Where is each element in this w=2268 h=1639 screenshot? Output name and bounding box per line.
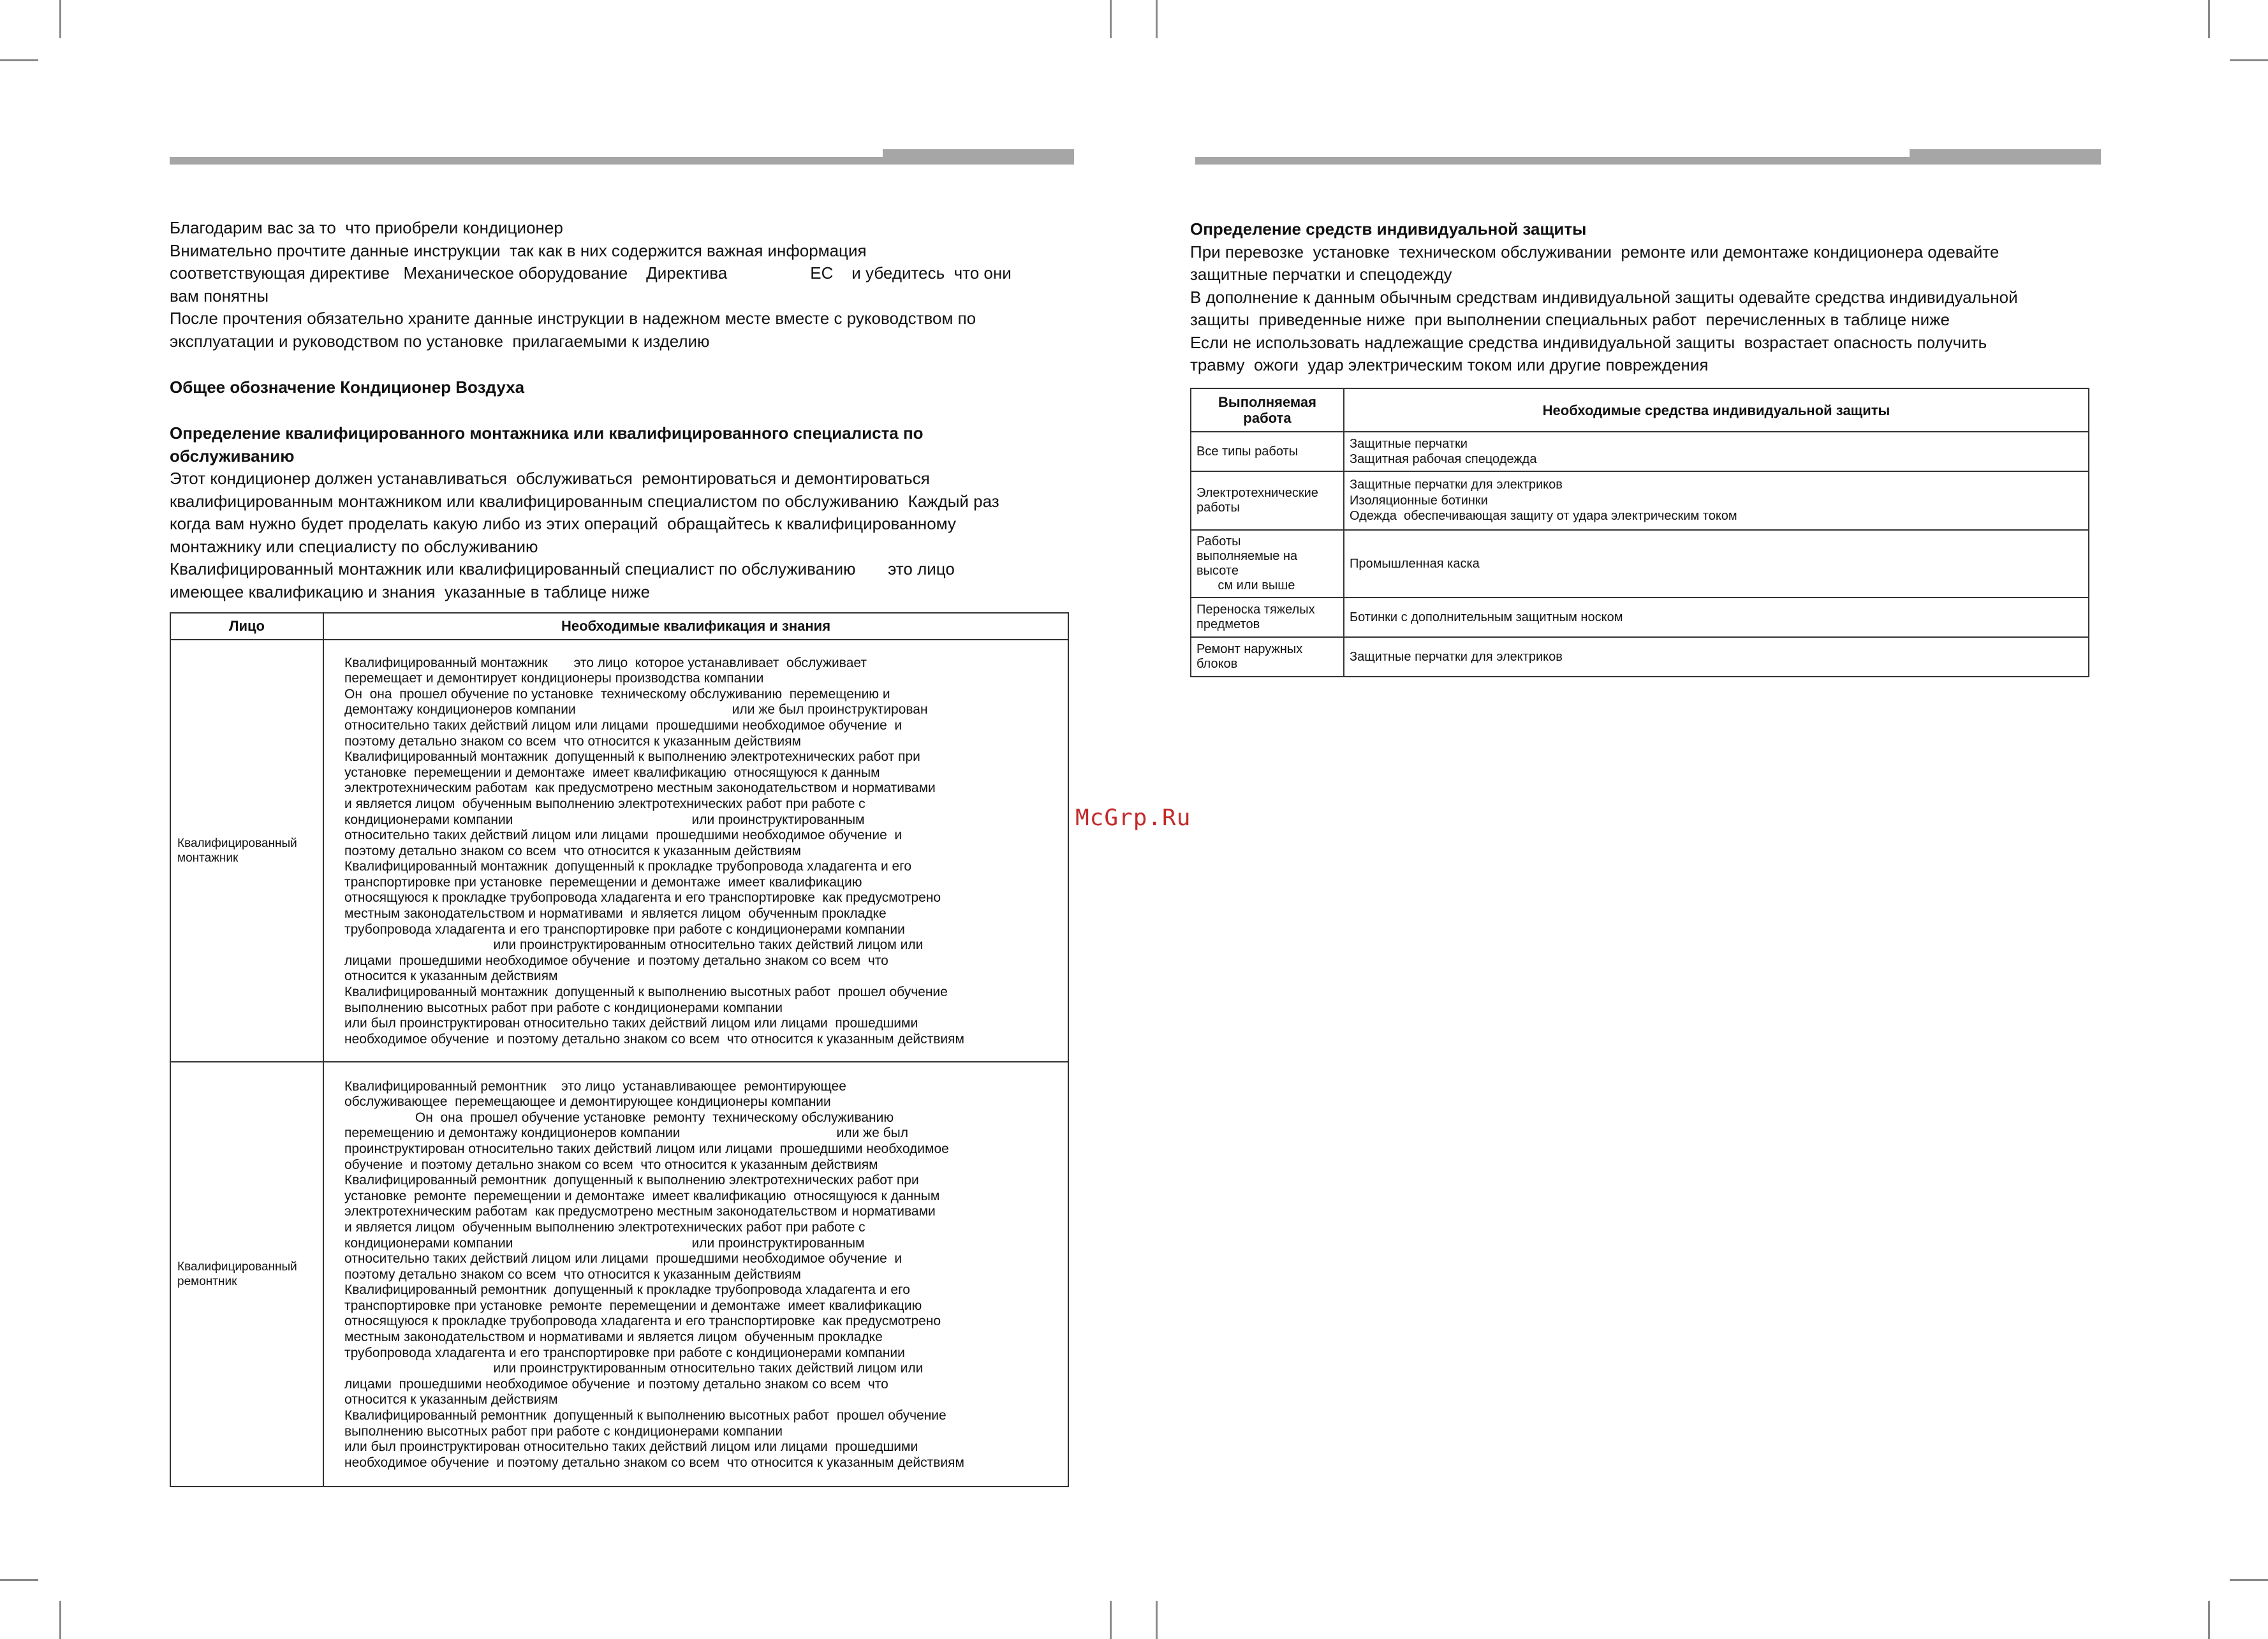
header-band-tab: [1910, 149, 2101, 157]
intro-line: вам понятны: [170, 286, 269, 305]
person-cell: Квалифицированный монтажник: [170, 640, 323, 1062]
ppe-section: [1190, 218, 2096, 377]
ppe-line: защитные перчатки и спецодежду: [1190, 265, 1452, 284]
qualification-cell: [323, 640, 1068, 1062]
qualification-table: [170, 612, 1069, 1487]
table-row: [1191, 637, 2089, 677]
qualified-heading: Определение квалифицированного монтажника или квалифицированного специалиста по: [170, 423, 924, 443]
qualified-line: квалифицированным монтажником или квалифицированным специалистом по обслуживанию Каждый раз: [170, 491, 999, 511]
crop-mark: [2208, 0, 2210, 38]
ppe-line: В дополнение к данным обычным средствам индивидуальной защиты одевайте средства индивидуальной: [1190, 287, 2018, 307]
column-header-qualification: Необходимые квалификация и знания: [323, 613, 1068, 640]
qualified-heading: обслуживанию: [170, 446, 295, 466]
ppe-line: травму ожоги удар электрическим током или другие повреждения: [1190, 355, 1709, 374]
qualified-line: имеющее квалификацию и знания указанные в таблице ниже: [170, 582, 651, 601]
qualified-line: Квалифицированный монтажник или квалифицированный специалист по обслуживанию это лицо: [170, 559, 955, 578]
table-row: [170, 640, 1068, 1062]
crop-mark: [1110, 1601, 1112, 1639]
table-row: [1191, 598, 2089, 637]
header-band-tab: [883, 149, 1074, 157]
column-header-person: Лицо: [170, 613, 323, 640]
crop-mark: [1110, 0, 1112, 38]
equipment-cell: Промышленная каска: [1344, 530, 2089, 598]
crop-mark: [1156, 0, 1158, 38]
crop-mark: [2230, 59, 2268, 61]
table-row: [1191, 530, 2089, 598]
header-band-right: [1195, 157, 2101, 165]
qualified-line: монтажнику или специалисту по обслуживанию: [170, 536, 538, 556]
qualification-cell: [323, 1062, 1068, 1487]
table-row: [1191, 471, 2089, 530]
table-row: [1191, 432, 2089, 471]
intro-line: Благодарим вас за то что приобрели кондиционер: [170, 218, 563, 237]
qualification-text: Квалифицированный монтажник это лицо которое устанавливает обслуживает перемещает и демонтирует кондиционеры производства компании Он она прошел обучение по установке техническому обслуживанию перемещению и демонтажу кондиционеров компании или же был проинструктирован относительно таких действий лицом или лицами прошедшими необходимое обучение и поэтому детально знаком со всем что относится к указанным действиям Квалифицированный монтажник допущенный к выполнению электротехнических работ при установке перемещении и демонтаже имеет квалификацию относящуюся к данным электротехническим работам как предусмотрено местным законодательством и нормативами и является лицом обученным выполнению электротехнических работ при работе с кондиционерами компании или проинструктированным относительно таких действий лицом или лицами прошедшими необходимое обучение и поэтому детально знаком со всем что относится к указанным действиям Квалифицированный монтажник допущенный к прокладке трубопровода хладагента и его транспортировке при установке перемещении и демонтаже имеет квалификацию относящуюся к прокладке трубопровода хладагента и его транспортировке как предусмотрено местным законодательством и нормативами и является лицом обученным прокладке трубопровода хладагента и его транспортировке при работе с кондиционерами компании или проинструктированным относительно таких действий лицом или лицами прошедшими необходимое обучение и поэтому детально знаком со всем что относится к указанным действиям Квалифицированный монтажник допущенный к выполнению высотных работ прошел обучение выполнению высотных работ при работе с кондиционерами компании или был проинструктирован относительно таких действий лицом или лицами прошедшими необходимое обучение и поэтому детально знаком со всем что относится к указанным действиям: [344, 655, 964, 1047]
crop-mark: [2208, 1601, 2210, 1639]
equipment-cell: Ботинки с дополнительным защитным носком: [1344, 598, 2089, 637]
watermark: McGrp.Ru: [1075, 805, 1191, 831]
qualification-text: Квалифицированный ремонтник это лицо устанавливающее ремонтирующее обслуживающее перемещающее и демонтирующее кондиционеры компании Он она прошел обучение установке ремонту техническому обслуживанию перемещению и демонтажу кондиционеров компании или же был проинструктирован относительно таких действий лицом или лицами прошедшими необходимое обучение и поэтому детально знаком со всем что относится к указанным действиям Квалифицированный ремонтник допущенный к выполнению электротехнических работ при установке ремонте перемещении и демонтаже имеет квалификацию относящуюся к данным электротехническим работам как предусмотрено местным законодательством и нормативами и является лицом обученным выполнению электротехнических работ при работе с кондиционерами компании или проинструктированным относительно таких действий лицом или лицами прошедшими необходимое обучение и поэтому детально знаком со всем что относится к указанным действиям Квалифицированный ремонтник допущенный к прокладке трубопровода хладагента и его транспортировке при установке ремонте перемещении и демонтаже имеет квалификацию относящуюся к прокладке трубопровода хладагента и его транспортировке как предусмотрено местным законодательством и нормативами и является лицом обученным прокладке трубопровода хладагента и его транспортировке при работе с кондиционерами компании или проинструктированным относительно таких действий лицом или лицами прошедшими необходимое обучение и поэтому детально знаком со всем что относится к указанным действиям Квалифицированный ремонтник допущенный к выполнению высотных работ прошел обучение выполнению высотных работ при работе с кондиционерами компании или был проинструктирован относительно таких действий лицом или лицами прошедшими необходимое обучение и поэтому детально знаком со всем что относится к указанным действиям: [344, 1078, 964, 1470]
table-header-row: [1191, 388, 2089, 432]
qualified-line: Этот кондиционер должен устанавливаться обслуживаться ремонтироваться и демонтироваться: [170, 469, 930, 488]
ppe-line: защиты приведенные ниже при выполнении специальных работ перечисленных в таблице ниже: [1190, 310, 1950, 329]
intro-block: [170, 217, 1075, 353]
crop-mark: [0, 59, 38, 61]
work-cell: Ремонт наружных блоков: [1191, 637, 1344, 677]
equipment-cell: Защитные перчатки для электриков: [1344, 637, 2089, 677]
intro-line: эксплуатации и руководством по установке прилагаемыми к изделию: [170, 331, 710, 351]
crop-mark: [59, 1601, 61, 1639]
crop-mark: [2230, 1579, 2268, 1581]
equipment-cell: Защитные перчатки Защитная рабочая спецодежда: [1344, 432, 2089, 471]
crop-mark: [1156, 1601, 1158, 1639]
table-header-row: [170, 613, 1068, 640]
work-cell: Переноска тяжелых предметов: [1191, 598, 1344, 637]
qualified-section: [170, 422, 1075, 603]
work-cell: Электротехнические работы: [1191, 471, 1344, 530]
intro-line: После прочтения обязательно храните данные инструкции в надежном месте вместе с руководством по: [170, 309, 976, 328]
equipment-cell: Защитные перчатки для электриков Изоляционные ботинки Одежда обеспечивающая защиту от удара электрическим током: [1344, 471, 2089, 530]
general-title: Общее обозначение Кондиционер Воздуха: [170, 378, 525, 397]
work-cell: Все типы работы: [1191, 432, 1344, 471]
intro-line: Внимательно прочтите данные инструкции так как в них содержится важная информация: [170, 240, 867, 260]
intro-line: соответствующая директиве Механическое оборудование Директива ЕС и убедитесь что они: [170, 263, 1012, 283]
ppe-line: Если не использовать надлежащие средства индивидуальной защиты возрастает опасность получить: [1190, 332, 1987, 352]
header-band-left: [170, 157, 1074, 165]
crop-mark: [0, 1579, 38, 1581]
ppe-line: При перевозке установке техническом обслуживании ремонте или демонтаже кондиционера одевайте: [1190, 242, 1999, 261]
column-header-equipment: Необходимые средства индивидуальной защиты: [1344, 388, 2089, 432]
work-cell: Работы выполняемые на высоте см или выше: [1191, 530, 1344, 598]
table-row: [170, 1062, 1068, 1487]
ppe-heading: Определение средств индивидуальной защиты: [1190, 219, 1587, 239]
ppe-table: [1190, 388, 2089, 677]
qualified-line: когда вам нужно будет проделать какую либо из этих операций обращайтесь к квалифицированному: [170, 514, 956, 533]
person-cell: Квалифицированный ремонтник: [170, 1062, 323, 1487]
column-header-work: Выполняемая работа: [1191, 388, 1344, 432]
crop-mark: [59, 0, 61, 38]
